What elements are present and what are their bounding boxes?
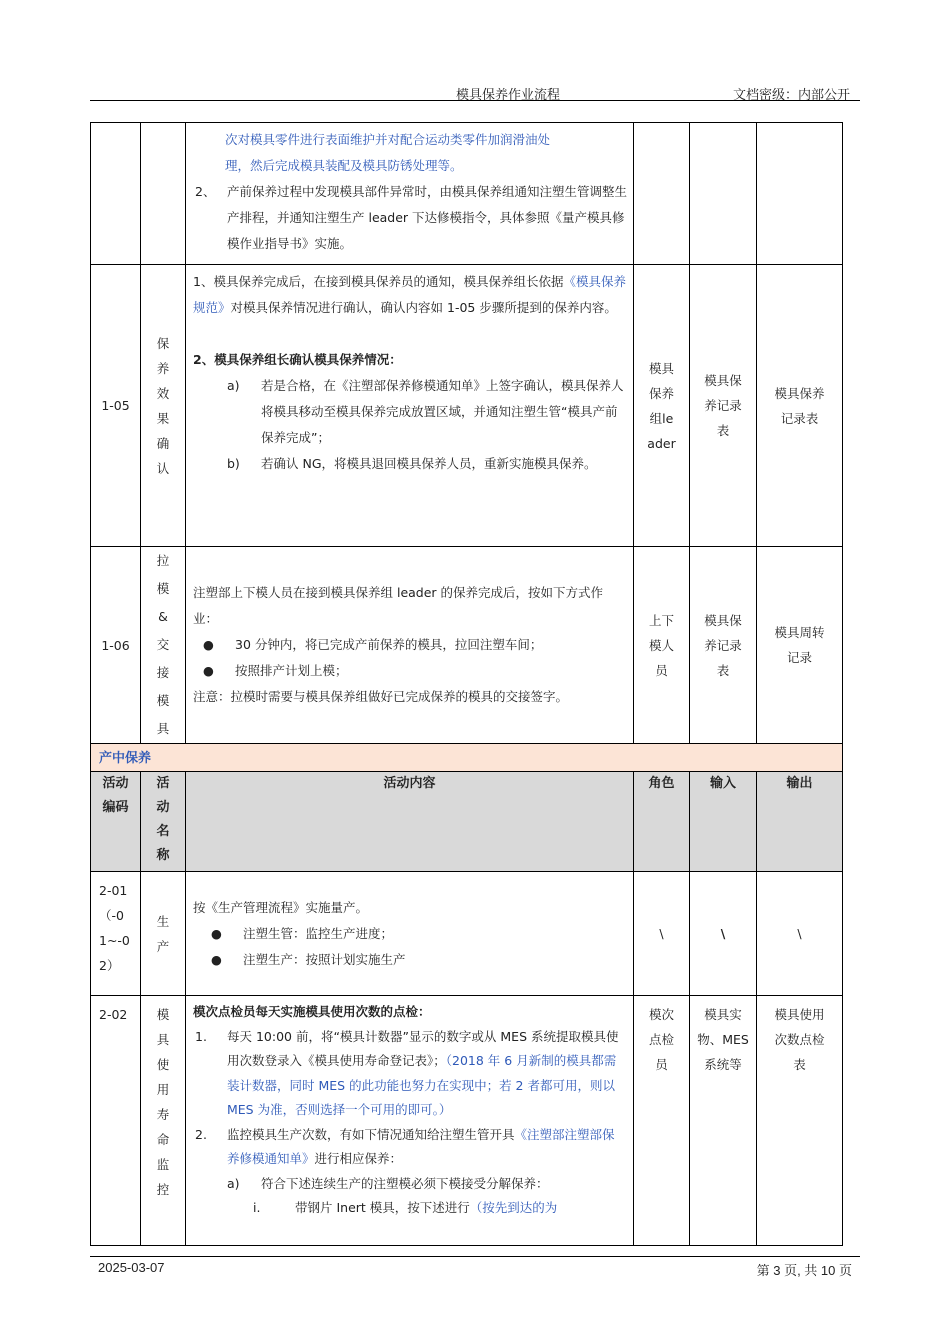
bullet-icon: ● [203, 663, 214, 678]
activity-name: 保养效果确认 [141, 265, 186, 547]
content-paragraph: 注塑部上下模人员在接到模具保养组 leader 的保养完成后，按如下方式作业： [193, 585, 604, 626]
section-title: 产中保养 [91, 744, 843, 772]
content-paragraph: 按《生产管理流程》实施量产。 [193, 899, 369, 915]
activity-role: 模具保养组leader [634, 265, 690, 547]
content-item [193, 179, 627, 257]
list-item: ● 按照排产计划上模； [193, 658, 627, 684]
activity-role: 上下模人员 [634, 547, 690, 744]
content-item: 2. 监控模具生产次数，有如下情况通知给注塑生管开具《注塑部注塑部保养修模通知单》进行相应保养： [195, 1126, 615, 1166]
section-row [91, 744, 843, 772]
form-link: 《注塑部注塑部保养修模通知单》 [227, 1126, 615, 1166]
header-code: 活动编码 [91, 772, 141, 872]
table-row-1-05 [91, 265, 843, 547]
page-header [90, 82, 860, 101]
activity-role: 模次点检员 [634, 996, 690, 1246]
item-number: 2、 [195, 184, 216, 199]
list-item: ● 注塑生管：监控生产进度； [193, 921, 627, 947]
content-line: 理，然后完成模具装配及模具防锈处理等。 [225, 158, 463, 173]
header-secrecy: 文档密级：内部公开 [732, 88, 850, 103]
activity-output: 模具使用次数点检表 [757, 996, 843, 1246]
header-name: 活动名称 [141, 772, 186, 872]
table-row-2-02 [91, 996, 843, 1246]
table-header-row [91, 772, 843, 872]
activity-code: 1-06 [91, 547, 141, 744]
activity-input: 模具保养记录表 [690, 265, 757, 547]
activity-output: \ [757, 872, 843, 996]
activity-content [186, 996, 634, 1246]
table-row-2-01 [91, 872, 843, 996]
content-line: 次对模具零件进行表面维护并对配合运动类零件加润滑油处 [225, 132, 551, 147]
activity-content [186, 872, 634, 996]
list-item: ● 注塑生产：按照计划实施生产 [193, 947, 627, 973]
content-subitem: b) 若确认 NG，将模具退回模具保养人员，重新实施模具保养。 [227, 456, 597, 471]
header-role: 角色 [634, 772, 690, 872]
note-text: （2018 年 6 月新制的模具都需装计数器，同时 MES 的此功能也努力在实现中；若 2 者都可用，则以 MES 为准，否则选择一个可用的即可。） [227, 1053, 617, 1117]
activity-content [186, 547, 634, 744]
activity-output: 模具周转记录 [757, 547, 843, 744]
content-paragraph: 2、模具保养组长确认模具保养情况： [193, 352, 402, 367]
activity-name: 生产 [141, 872, 186, 996]
header-content: 活动内容 [186, 772, 634, 872]
table-row-1-06 [91, 547, 843, 744]
bullet-icon: ● [211, 951, 222, 967]
content-subitem: a) 若是合格，在《注塑部保养修模通知单》上签字确认，模具保养人将模具移动至模具保养完成放置区域，并通知注塑生管“模具产前保养完成”； [227, 378, 624, 445]
activity-input: \ [690, 872, 757, 996]
activity-output: 模具保养记录表 [757, 265, 843, 547]
content-item: 1. 每天 10:00 前，将“模具计数器”显示的数字或从 MES 系统提取模具使用次数登录入《模具使用寿命登记表》；（2018 年 6 月新制的模具都需装计数器，同时 MES 的此功能也努力在实现中；若 2 者都可用，则以 MES 为准，否则选择一个可用的即可。） [195, 1028, 619, 1117]
content-subitem: a) 符合下述连续生产的注塑模必须下模接受分解保养： [227, 1175, 549, 1191]
cell-content [186, 123, 634, 265]
activity-role: \ [634, 872, 690, 996]
cell-role-empty [634, 123, 690, 265]
content-title: 模次点检员每天实施模具使用次数的点检： [193, 1004, 431, 1019]
activity-name: 拉模&交接模具 [141, 547, 186, 744]
content-subsubitem: i. 带钢片 Inert 模具，按下述进行（按先到达的为 [253, 1200, 558, 1215]
activity-name: 模具使用寿命监控 [141, 996, 186, 1246]
page-footer [90, 1256, 860, 1278]
cell-output-empty [757, 123, 843, 265]
cell-input-empty [690, 123, 757, 265]
cell-code-empty [91, 123, 141, 265]
item-text: 产前保养过程中发现模具部件异常时，由模具保养组通知注塑生管调整生产排程，并通知注塑生产 leader 下达修模指令，具体参照《量产模具修模作业指导书》实施。 [227, 184, 628, 251]
bullet-icon: ● [203, 637, 214, 652]
table-row-continued [91, 123, 843, 265]
spec-link: 《模具保养规范》 [193, 274, 626, 315]
content-paragraph: 1、模具保养完成后，在接到模具保养员的通知，模具保养组长依据《模具保养规范》对模具保养情况进行确认，确认内容如 1-05 步骤所提到的保养内容。 [193, 274, 626, 315]
activity-code: 2-02 [91, 996, 141, 1246]
footer-date: 2025-03-07 [98, 1260, 165, 1275]
activity-code: 2-01（-01~-02） [91, 872, 141, 996]
header-output: 输出 [757, 772, 843, 872]
header-title: 模具保养作业流程 [456, 88, 561, 103]
header-input: 输入 [690, 772, 757, 872]
cell-name-empty [141, 123, 186, 265]
list-item: ● 30 分钟内，将已完成产前保养的模具，拉回注塑车间； [193, 632, 627, 658]
content-note: 注意：拉模时需要与模具保养组做好已完成保养的模具的交接签字。 [193, 689, 569, 704]
activity-content [186, 265, 634, 547]
activity-code: 1-05 [91, 265, 141, 547]
activity-input: 模具实物、MES系统等 [690, 996, 757, 1246]
activity-input: 模具保养记录表 [690, 547, 757, 744]
footer-page-number: 第 3 页, 共 10 页 [756, 1263, 852, 1278]
bullet-icon: ● [211, 925, 222, 941]
process-table [90, 122, 843, 1246]
